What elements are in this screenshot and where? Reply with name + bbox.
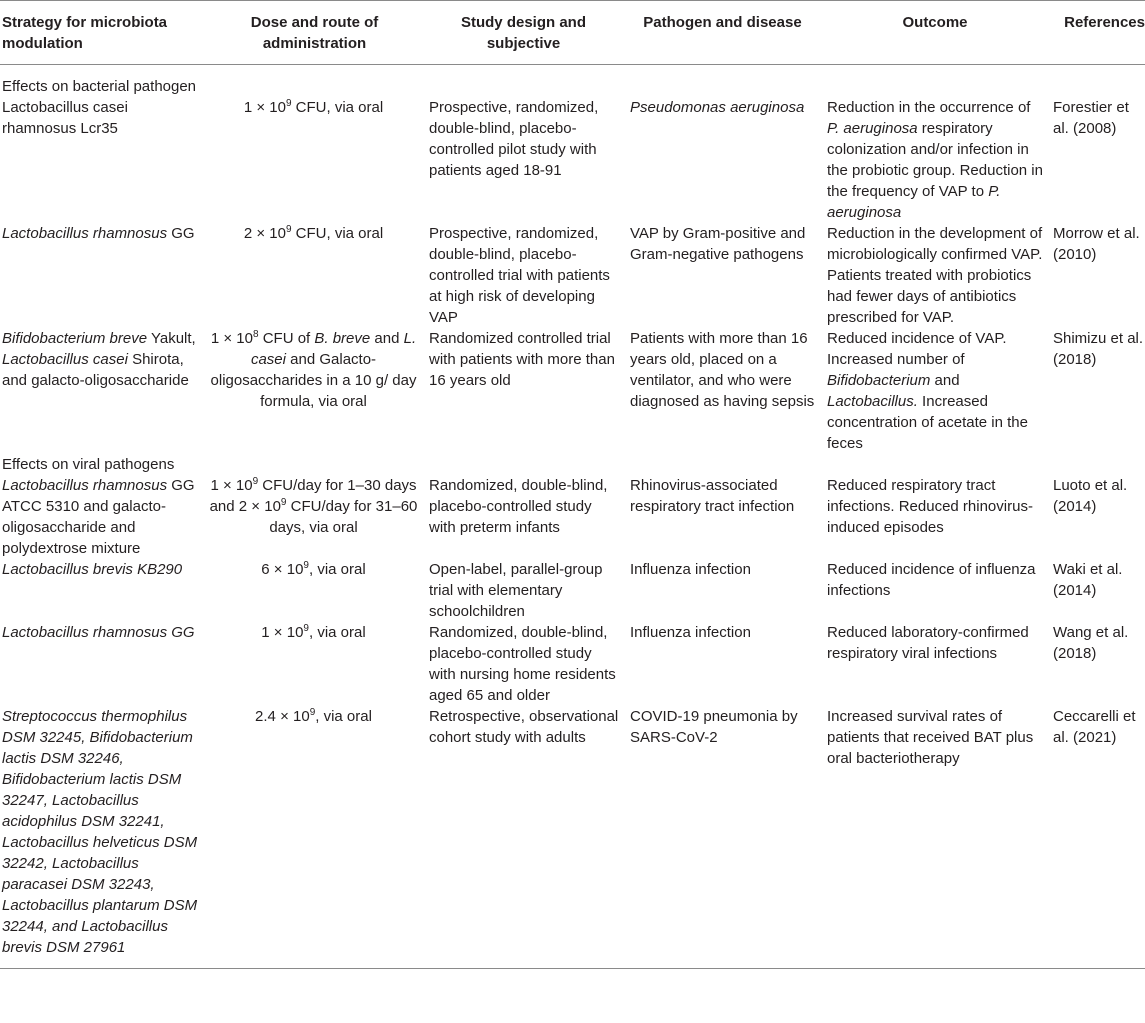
- reference-cell: Ceccarelli et al. (2021): [1049, 706, 1145, 969]
- header-pathogen: Pathogen and disease: [643, 14, 802, 31]
- strategy-cell: Lactobacillus rhamnosus GG: [2, 225, 195, 242]
- section-label-viral: Effects on viral pathogens: [2, 456, 175, 473]
- header-dose: Dose and route of administration: [250, 14, 379, 52]
- header-design: Study design and subjective: [460, 14, 586, 52]
- table-row: [0, 97, 1145, 223]
- strategy-cell: Lactobacillus casei rhamnosus Lcr35: [2, 99, 128, 137]
- pathogen-cell: Influenza infection: [630, 624, 751, 641]
- dose-cell: $1 \times 10^9$ CFU, via oral: [243, 98, 384, 116]
- outcome-cell: Reduced respiratory tract infections. Reduced rhinovirus-induced episodes: [827, 477, 1033, 536]
- strategy-cell: Lactobacillus rhamnosus GG: [2, 624, 195, 641]
- outcome-cell: Reduced incidence of influenza infections: [827, 561, 1036, 599]
- pathogen-cell: COVID-19 pneumonia by SARS-CoV-2: [624, 706, 821, 969]
- table-row: [0, 475, 1145, 559]
- reference-cell: Forestier et al. (2008): [1053, 99, 1129, 137]
- pathogen-cell: Influenza infection: [630, 561, 751, 578]
- table-row: [0, 706, 1145, 969]
- section-row-bacterial: [0, 65, 1145, 98]
- design-cell: Retrospective, observational cohort study with adults: [423, 706, 624, 969]
- table-row: [0, 622, 1145, 706]
- dose-cell: $2.4 \times 10^9$, via oral: [206, 706, 423, 969]
- reference-cell: Shimizu et al. (2018): [1053, 330, 1144, 368]
- header-strategy: Strategy for microbiota modulation: [2, 14, 168, 52]
- table-row: [0, 559, 1145, 622]
- dose-cell: $1 \times 10^8$ CFU of B. breve and L. casei and Galacto-oligosaccharides in a 10 g/ day formula, via oral: [210, 329, 417, 410]
- pathogen-cell: Pseudomonas aeruginosa: [630, 99, 805, 116]
- table-row: [0, 223, 1145, 328]
- section-row-viral: [0, 454, 1145, 475]
- header-references: References: [1064, 14, 1145, 31]
- pathogen-cell: Patients with more than 16 years old, placed on a ventilator, and who were diagnosed as having sepsis: [630, 330, 815, 410]
- outcome-cell: Increased survival rates of patients that received BAT plus oral bacteriotherapy: [821, 706, 1049, 969]
- design-cell: Prospective, randomized, double-blind, placebo-controlled pilot study with patients aged 18-91: [429, 99, 599, 179]
- pathogen-cell: Rhinovirus-associated respiratory tract infection: [630, 477, 795, 515]
- header-row: [0, 1, 1145, 65]
- outcome-cell: Reduction in the occurrence of P. aeruginosa respiratory colonization and/or infection in the probiotic group. Reduction in the frequency of VAP to P. aeruginosa: [827, 99, 1043, 221]
- table-row: [0, 328, 1145, 454]
- dose-cell: $1 \times 10^9$ CFU/day for 1–30 days and $2 \times 10^9$ CFU/day for 31–60 days, via oral: [209, 476, 418, 536]
- strategy-cell: Streptococcus thermophilus DSM 32245, Bifidobacterium lactis DSM 32246, Bifidobacterium lactis DSM 32247, Lactobacillus acidophilus DSM 32241, Lactobacillus helveticus DSM 32242, Lactobacillus paracasei DSM 32243, Lactobacillus plantarum DSM 32244, and Lactobacillus brevis DSM 27961: [0, 706, 206, 969]
- design-cell: Open-label, parallel-group trial with elementary schoolchildren: [429, 561, 603, 620]
- outcome-cell: Reduced incidence of VAP. Increased number of Bifidobacterium and Lactobacillus. Increased concentration of acetate in the feces: [827, 330, 1028, 452]
- strategy-cell: Lactobacillus rhamnosus GG ATCC 5310 and galacto-oligosaccharide and polydextrose mixture: [2, 477, 195, 557]
- design-cell: Prospective, randomized, double-blind, placebo-controlled trial with patients at high risk of developing VAP: [429, 225, 610, 326]
- reference-cell: Wang et al. (2018): [1053, 624, 1129, 662]
- strategy-cell: Lactobacillus brevis KB290: [2, 561, 183, 578]
- reference-cell: Luoto et al. (2014): [1053, 477, 1128, 515]
- dose-cell: $2 \times 10^9$ CFU, via oral: [243, 224, 384, 242]
- design-cell: Randomized, double-blind, placebo-controlled study with nursing home residents aged 65 and older: [429, 624, 616, 704]
- dose-cell: $1 \times 10^9$, via oral: [261, 623, 366, 641]
- design-cell: Randomized, double-blind, placebo-controlled study with preterm infants: [429, 477, 608, 536]
- reference-cell: Morrow et al. (2010): [1053, 225, 1140, 263]
- reference-cell: Waki et al. (2014): [1053, 561, 1123, 599]
- pathogen-cell: VAP by Gram-positive and Gram-negative pathogens: [630, 225, 806, 263]
- outcome-cell: Reduced laboratory-confirmed respiratory viral infections: [827, 624, 1029, 662]
- design-cell: Randomized controlled trial with patients with more than 16 years old: [429, 330, 615, 389]
- section-label-bacterial: Effects on bacterial pathogen: [2, 78, 197, 95]
- outcome-cell: Reduction in the development of microbiologically confirmed VAP. Patients treated with probiotics had fewer days of antibiotics prescribed for VAP.: [827, 225, 1043, 326]
- dose-cell: $6 \times 10^9$, via oral: [261, 560, 366, 578]
- strategy-cell: Bifidobacterium breve Yakult, Lactobacillus casei Shirota, and galacto-oligosaccharide: [2, 330, 196, 389]
- header-outcome: Outcome: [902, 14, 968, 31]
